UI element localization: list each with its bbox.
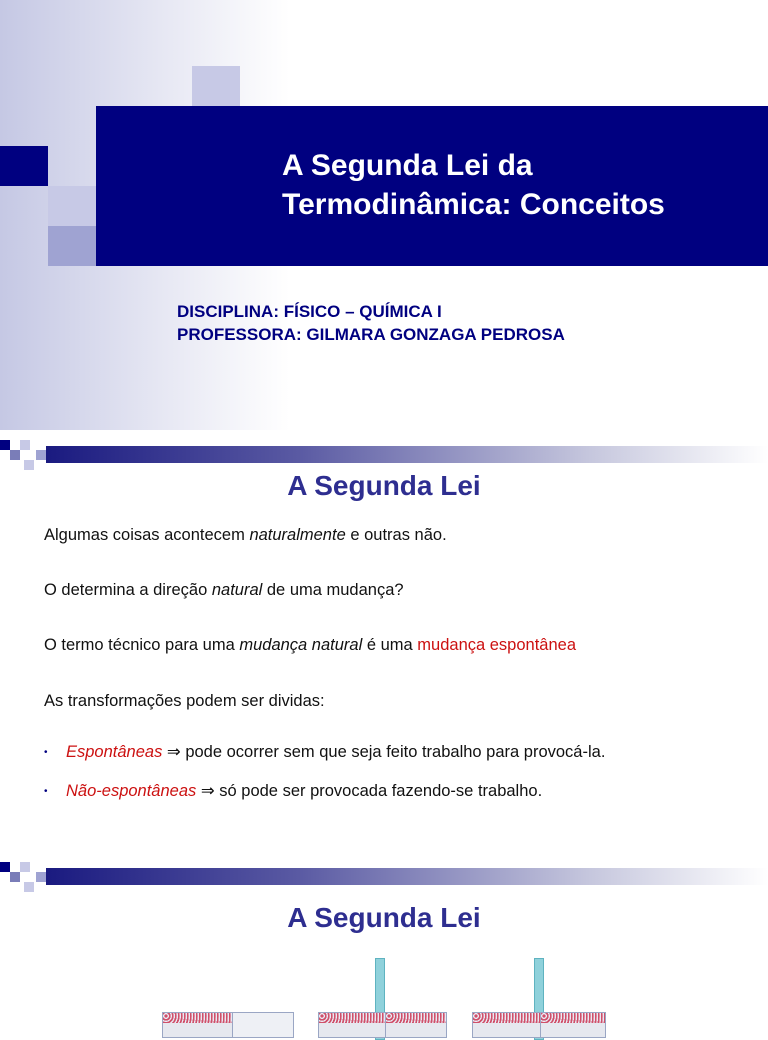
subtitle — [177, 300, 565, 346]
gas-container-icon — [472, 1012, 546, 1038]
gas-container-icon — [385, 1012, 447, 1038]
title-line-2: Termodinâmica: Conceitos — [282, 188, 665, 221]
bullet-item: • Espontâneas ⇒ pode ocorrer sem que seja feito trabalho para provocá-la. — [44, 743, 606, 761]
header-bar — [46, 868, 768, 885]
slide-title — [282, 146, 665, 224]
gas-container-icon — [318, 1012, 392, 1038]
header-strip — [0, 862, 768, 892]
deco-square — [10, 450, 20, 460]
deco-square — [48, 226, 96, 266]
header-bar — [46, 446, 768, 463]
content-slide-2 — [0, 430, 768, 832]
paragraph-1: Algumas coisas acontecem naturalmente e outras não. — [44, 526, 447, 544]
bullet-icon: • — [44, 747, 48, 759]
slide-title: A Segunda Lei — [287, 470, 481, 501]
deco-square — [0, 440, 10, 450]
deco-square — [24, 460, 34, 470]
slide-title: A Segunda Lei — [287, 902, 481, 933]
professor-label: PROFESSORA: GILMARA GONZAGA PEDROSA — [177, 325, 565, 344]
empty-container-icon — [232, 1012, 294, 1038]
paragraph-3: O termo técnico para uma mudança natural é uma mudança espontânea — [44, 636, 577, 654]
deco-square — [10, 872, 20, 882]
title-line-1: A Segunda Lei da — [282, 149, 533, 182]
deco-square — [20, 862, 30, 872]
deco-square — [36, 872, 46, 882]
bullet-item: • Não-espontâneas ⇒ só pode ser provocada fazendo-se trabalho. — [44, 782, 543, 800]
discipline-label: DISCIPLINA: FÍSICO – QUÍMICA I — [177, 302, 442, 321]
deco-square — [0, 862, 10, 872]
paragraph-2: O determina a direção natural de uma mudança? — [44, 581, 404, 599]
deco-square — [192, 66, 240, 106]
deco-square — [20, 440, 30, 450]
header-strip — [0, 440, 768, 470]
content-slide-3 — [0, 832, 768, 1024]
gas-container-icon — [162, 1012, 236, 1038]
deco-square — [0, 146, 48, 186]
title-slide — [0, 0, 768, 430]
bullet-icon: • — [44, 786, 48, 798]
paragraph-4: As transformações podem ser dividas: — [44, 692, 325, 710]
deco-square — [48, 186, 96, 226]
deco-square — [24, 882, 34, 892]
deco-square — [36, 450, 46, 460]
gas-container-icon — [540, 1012, 606, 1038]
